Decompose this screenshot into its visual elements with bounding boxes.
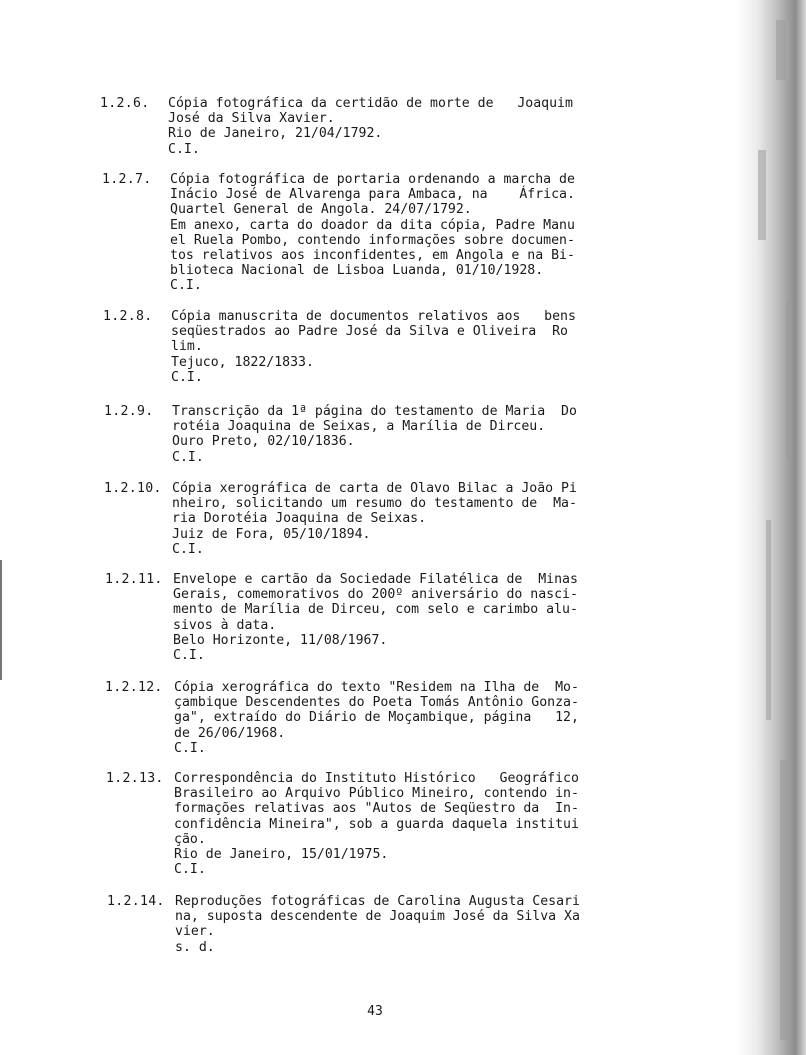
entry-number: 1.2.8. [103,309,153,324]
entry-line: Brasileiro ao Arquivo Público Mineiro, contendo in- [174,786,579,802]
entry-number: 1.2.13. [106,771,164,786]
entry-line: mento de Marília de Dirceu, com selo e carimbo alu- [173,602,578,618]
entry-line: ção. [174,831,206,847]
entry-line: tos relativos aos inconfidentes, em Angola e na Bi- [170,248,575,264]
entry-number: 1.2.9. [104,404,154,419]
entry-line: de 26/06/1968. [174,725,286,741]
entry-line: Transcrição da 1ª página do testamento de Maria Do [172,404,577,419]
entry-body [172,481,632,557]
entry-line: Inácio José de Alvarenga para Ambaca, na África. [170,187,575,203]
entry-line: C.I. [171,369,203,385]
entry-line: C.I. [170,278,202,294]
entry-body [174,771,634,877]
entry-line: Quartel General de Angola. 24/07/1792. [170,202,472,218]
entry-line: nheiro, solicitando um resumo do testamento de Ma- [172,496,577,512]
scan-streak [776,20,786,80]
entry-body [171,309,631,385]
entry-line: Belo Horizonte, 11/08/1967. [173,632,388,648]
entry-line: Em anexo, carta do doador da dita cópia, Padre Manu [170,217,575,233]
entry-number: 1.2.11. [105,572,163,587]
entry-line: Tejuco, 1822/1833. [171,354,314,370]
entry-line: Rio de Janeiro, 21/04/1792. [168,126,383,142]
entry-line: ga", extraído do Diário de Moçambique, página 12, [174,710,579,726]
entry-line: C.I. [173,648,205,664]
entry-body [173,572,633,663]
entry-line: C.I. [174,740,206,756]
entry-line: José da Silva Xavier. [168,111,335,127]
entry-number: 1.2.12. [105,680,163,695]
entry-line: Reproduções fotográficas de Carolina Augusta Cesari [175,894,580,909]
scan-streak [786,300,792,460]
entry-line: C.I. [172,541,204,557]
entry-number: 1.2.7. [102,172,152,187]
entry-line: Cópia manuscrita de documentos relativos aos bens [171,309,576,324]
entry-line: Correspondência do Instituto Histórico Geográfico [174,771,579,786]
entry-line: C.I. [174,862,206,878]
entry-line: Rio de Janeiro, 15/01/1975. [174,847,389,863]
entry-body [174,680,634,756]
entry-line: lim. [171,339,203,355]
entry-line: seqüestrados ao Padre José da Silva e Oliveira Ro [171,324,568,340]
page-number: 43 [367,1004,383,1019]
entry-line: Cópia xerográfica de carta de Olavo Bilac a João Pi [172,481,577,496]
entry-number: 1.2.6. [100,96,150,111]
entry-line: blioteca Nacional de Lisboa Luanda, 01/10/1928. [170,263,544,279]
entry-line: Cópia fotográfica de portaria ordenando a marcha de [170,172,575,187]
entry-line: formações relativas aos "Autos de Seqüestro da In- [174,801,579,817]
entry-number: 1.2.10. [104,481,162,496]
entry-line: confidência Mineira", sob a guarda daquela institui [174,816,579,832]
scan-streak [758,150,766,240]
entry-number: 1.2.14. [107,894,165,909]
entry-body [175,894,635,955]
entry-line: Envelope e cartão da Sociedade Filatélica de Minas [173,572,578,587]
entry-body [170,172,630,294]
scan-edge-shadow [736,0,806,1055]
entry-line: Cópia fotográfica da certidão de morte de Joaquim [168,96,573,111]
scan-streak [766,520,771,720]
entry-line: ria Dorotéia Joaquina de Seixas. [172,511,427,527]
entry-line: sivos à data. [173,617,277,633]
entry-line: çambique Descendentes do Poeta Tomás Antônio Gonza- [174,695,579,711]
entry-line: Cópia xerográfica do texto "Residem na Ilha de Mo- [174,680,579,695]
scan-streak [780,760,788,1040]
entry-line: C.I. [168,141,200,157]
entry-line: C.I. [172,449,204,465]
entry-line: rotéia Joaquina de Seixas, a Marília de Dirceu. [172,419,546,435]
entry-line: el Ruela Pombo, contendo informações sobre documen- [170,232,575,248]
entry-line: Juiz de Fora, 05/10/1894. [172,526,371,542]
entry-body [172,404,632,465]
entry-line: Gerais, comemorativos do 200º aniversário do nasci- [173,587,578,603]
entry-line: vier. [175,924,215,940]
entry-line: na, suposta descendente de Joaquim José da Silva Xa [175,909,580,925]
entry-body [168,96,628,157]
entry-line: s. d. [175,939,215,955]
entry-line: Ouro Preto, 02/10/1836. [172,434,355,450]
